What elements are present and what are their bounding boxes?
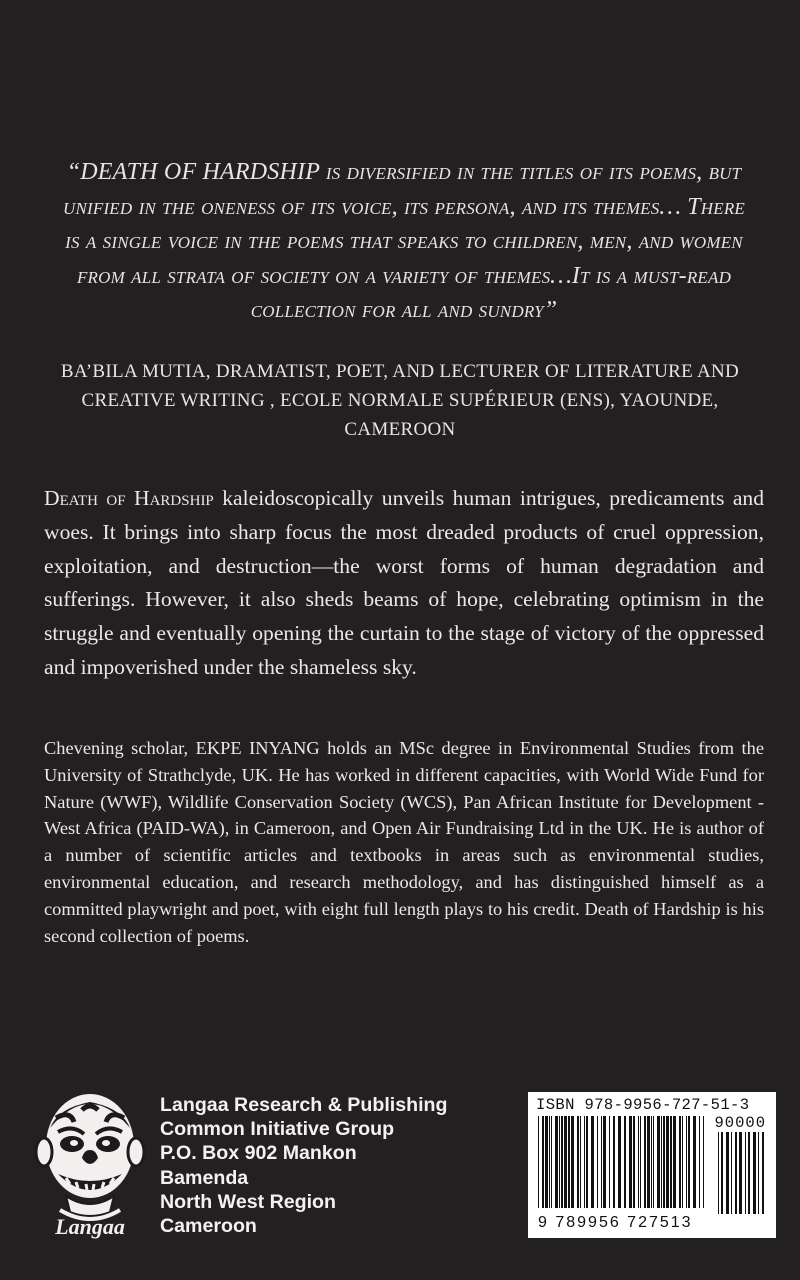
publisher-line: North West Region [160,1190,336,1213]
barcode-addon-bar [739,1132,742,1214]
barcode-bar [682,1116,683,1208]
barcode-bar [601,1116,602,1208]
barcode-bar [693,1116,696,1208]
barcode-bar [561,1116,563,1208]
barcode-bar [613,1116,615,1208]
barcode-bar [549,1116,550,1208]
barcode-addon-bar [758,1132,759,1214]
barcode-bar [618,1116,621,1208]
synopsis-text: kaleidoscopically unveils human intrigues, predicaments and woes. It brings into sharp focus the most dreaded products of cruel oppression, exploitation, and destruction—the worst forms of human degradation and sufferings. However, it also sheds beams of hope, celebrating optimism in the struggle and eventually opening the curtain to the stage of victory of the oppressed and impoverished under the shameless sky. [44,486,765,679]
publisher-address [160,1093,520,1238]
mask-face-icon [30,1088,150,1240]
isbn-number: ISBN 978-9956-727-51-3 [536,1096,750,1114]
endorsement-attribution: BA’BILA MUTIA, DRAMATIST, POET, AND LECTURER OF LITERATURE AND CREATIVE WRITING , ECOLE NORMALE SUPÉRIEUR (ENS), YAOUNDE, CAMEROON [60,361,740,440]
publisher-line: Langaa Research & Publishing [160,1094,448,1116]
barcode-addon-bar [762,1132,764,1214]
barcode-bar [644,1116,646,1208]
barcode-addon-bar [745,1132,746,1214]
barcode-addon-bar [753,1132,756,1214]
publisher-line: P.O. Box 902 Mankon [160,1142,357,1165]
barcode-bar [571,1116,574,1208]
barcode-addon-bar [731,1132,732,1214]
barcode-bar [580,1116,581,1208]
barcode-bar [640,1116,641,1208]
publisher-line: Bamenda [160,1166,249,1189]
barcode-bar [651,1116,652,1208]
barcode-bar [699,1116,700,1208]
barcode-addon-bar [748,1132,750,1214]
barcode-bar [686,1116,687,1208]
publisher-line: Common Initiative Group [160,1118,395,1141]
barcode-bar [584,1116,585,1208]
barcode-addon-bar [718,1132,719,1214]
barcode-bar [551,1116,552,1208]
barcode-bar [663,1116,665,1208]
barcode-bar [597,1116,598,1208]
barcode-bar [609,1116,610,1208]
barcode-addon-bar [721,1132,723,1214]
barcode-bar [545,1116,548,1208]
logo-text: Langaa [55,1214,125,1239]
barcode-bar [586,1116,588,1208]
barcode-bar [657,1116,660,1208]
publisher-line: Cameroon [160,1215,257,1238]
barcode-bar [568,1116,570,1208]
barcode-bar [661,1116,662,1208]
synopsis-book-title: Death of Hardship [44,486,214,510]
barcode-bar [633,1116,635,1208]
barcode-bar [559,1116,560,1208]
barcode-bar [542,1116,544,1208]
barcode-bar [603,1116,606,1208]
barcode-bar [591,1116,594,1208]
barcode-bar [577,1116,579,1208]
author-bio: Chevening scholar, EKPE INYANG holds an MSc degree in Environmental Studies from the University of Strathclyde, UK. He has worked in different capacities, with World Wide Fund for Nature (WWF), Wildlife Conservation Society (WCS), Pan African Institute for Development - West Africa (PAID-WA), in Cameroon, and Open Air Fundraising Ltd in the UK. He is author of a number of scientific articles and textbooks in areas such as environmental studies, environmental education, and research methodology, and has distinguished himself as a committed playwright and poet, with eight full length plays to his credit. Death of Hardship is his second collection of poems. [44,738,764,946]
barcode-bar [638,1116,639,1208]
isbn-label [536,1096,768,1114]
barcode-addon-bar [726,1132,729,1214]
endorsement-quote: “DEATH OF HARDSHIP is diversified in the titles of its poems, but unified in the oneness of its voice, its persona, and its themes… There is a single voice in the poems that speaks to children, men, and women from all strata of society on a variety of themes…It is a must-read collection for all and sundry” [62,159,745,323]
barcode-addon-bar [735,1132,737,1214]
barcode-bar [624,1116,626,1208]
barcode-bar [564,1116,567,1208]
barcode-number: 9 789956 727513 [538,1214,693,1231]
barcode-bar [679,1116,681,1208]
barcode-bar [688,1116,690,1208]
barcode-bar [653,1116,654,1208]
barcode-bar [666,1116,669,1208]
barcode [528,1092,776,1238]
barcode-bar [629,1116,632,1208]
price-code: 90000 [714,1114,766,1132]
barcode-bar [538,1116,539,1208]
barcode-bar [670,1116,672,1208]
barcode-bar [555,1116,558,1208]
synopsis [44,482,764,685]
barcode-bar [703,1116,704,1208]
publisher-logo [30,1088,150,1240]
barcode-bar [647,1116,650,1208]
barcode-bar [673,1116,676,1208]
